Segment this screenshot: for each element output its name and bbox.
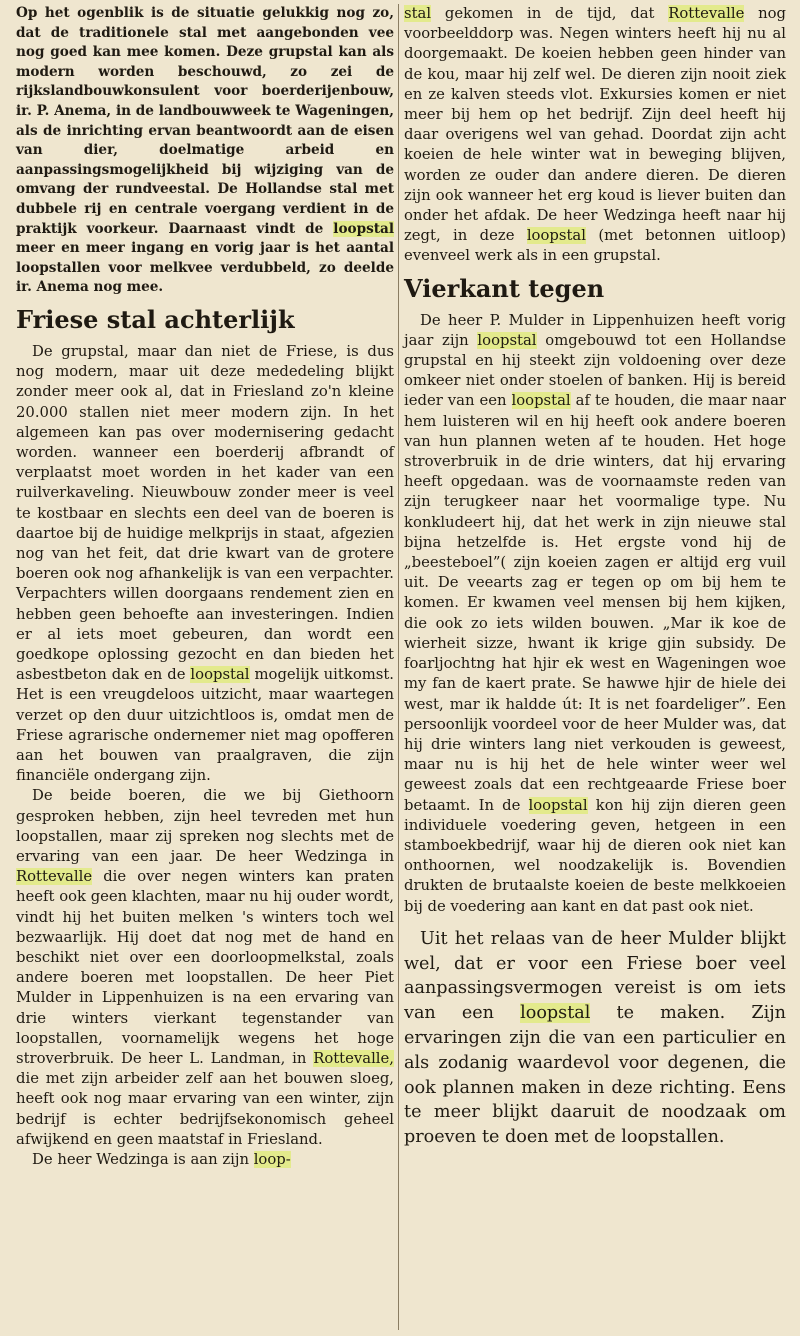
- paragraph-text: De heer Wedzinga is aan zijn: [32, 1151, 254, 1169]
- intro-text-2: meer en meer ingang en vorig jaar is het aantal loopstallen voor melkvee verdubbeld, zo deelde ir. Anema nog mee.: [16, 240, 394, 296]
- highlighted-term: loopstal: [520, 1003, 591, 1024]
- paragraph-text: omgebouwd tot een Hollandse grupstal en hij steekt zijn voldoening over deze omkeer niet onder stoelen of banken. Hij is bereid ieder van een: [404, 331, 786, 410]
- section-heading-vierkant-tegen: Vierkant tegen: [404, 273, 605, 303]
- paragraph-text: gekomen in de tijd, dat: [431, 5, 669, 22]
- paragraph-grupstal: [16, 342, 394, 786]
- highlighted-term: stal: [404, 5, 432, 22]
- paragraph-beide-boeren: [16, 786, 394, 1150]
- paragraph-text: die met zijn arbeider zelf aan het bouwen sloeg, heeft ook nog maar ervaring van een winter, zijn bedrijf is echter bedrijfsekonomisch geheel afwijkend en geen maatstaf in Friesland.: [16, 1070, 394, 1148]
- section-heading-friese-stal: Friese stal achterlijk: [16, 304, 295, 334]
- highlighted-term: loopstal: [526, 227, 586, 245]
- highlighted-term: loopstal: [511, 392, 571, 410]
- left-column: [16, 4, 394, 1170]
- highlighted-term: Rottevalle: [16, 868, 93, 886]
- paragraph-text: nog voorbeelddorp was. Negen winters heeft hij nu al doorgemaakt. De koeien hebben geen hinder van de kou, maar hij zelf wel. De dieren zijn nooit ziek en ze kalven steeds vlot. Exkursies komen er niet meer bij hem op het bedrijf. Zijn deel heeft hij daar overigens wel van gehad. Doordat zijn acht koeien de hele winter wat in beweging blijven, worden ze ouder dan andere dieren. De dieren zijn ook wanneer het erg koud is liever buiten dan onder het afdak. De heer Wedzinga heeft naar hij zegt, in deze: [404, 5, 786, 245]
- highlighted-term: loopstal: [528, 796, 588, 814]
- right-column: [404, 4, 786, 1150]
- paragraph-text: die over negen winters kan praten heeft ook geen klachten, maar nu hij ouder wordt, vindt hij het buiten melken 's winters toch wel bezwaarlijk. Hij doet dat nog met de hand en beschikt niet over een doorloopmelkstal, zoals andere boeren met loopstallen. De heer Piet Mulder in Lippenhuizen is na een ervaring van drie winters vierkant tegenstander van loopstallen, voornamelijk wegens het hoge stroverbruik. De heer L. Landman, in: [16, 868, 394, 1068]
- intro-text-1: Op het ogenblik is de situatie gelukkig nog zo, dat de traditionele stal met aangebonden vee nog goed kan mee komen. Deze grupstal kan als modern worden beschouwd, zo zei de rijkslandbouwkonsulent voor boerderijenbouw, ir. P. Anema, in de landbouwweek te Wageningen, als de inrichting ervan beantwoordt aan de eisen van dier, doelmatige arbeid en aanpassingsmogelijkheid bij wijziging van de omvang der rundveestal. De Hollandse stal met dubbele rij en centrale voergang verdient in de praktijk voorkeur. Daarnaast vindt de: [16, 5, 394, 237]
- paragraph-text: af te houden, die maar naar hem luisteren wil en hij heeft ook andere boeren van hun plannen weten af te houden. Het hoge stroverbruik in de drie winters, dat hij ervaring heeft opgedaan. was de voornaamste reden van zijn terugkeer naar het voormalige type. Nu konkludeert hij, dat het werk in zijn nieuwe stal bijna hetzelfde is. Het ergste vond hij de „beesteboel”( zijn koeien zagen er altijd erg vuil uit. De veearts zag er tegen op om bij hem te komen. Er kwamen veel mensen bij hem kijken, die ook zo iets wilden bouwen. „Mar ik koe de wierheit sizze, hwant ik krige gjin subsidy. De foarljochtng hat hjir ek west en Wageningen woe my fan de kaert prate. Se hawwe hjir de hiele dei west, mar ik haldde út: It is net foardeliger”. Een persoonlijk voordeel voor de heer Mulder was, dat hij drie winters lang niet verkouden is geweest, maar nu is hij het de hele winter weer wel geweest zoals dat een rechtgeaarde Friese boer betaamt. In de: [404, 392, 787, 814]
- paragraph-text: kon hij zijn dieren geen individuele voedering geven, hetgeen in een stamboekbedrijf, waar hij de dieren ook niet kan onthoornen, wel noodzakelijk is. Bovendien drukten de brutaalste koeien de beste melkkoeien bij de voedering aan kant en dat past ook niet.: [404, 796, 786, 915]
- paragraph-text: De beide boeren, die we bij Giethoorn gesproken hebben, zijn heel tevreden met hun loopstallen, maar zij spreken nog slechts met de ervaring van een jaar. De heer Wedzinga in: [16, 787, 394, 865]
- paragraph-text: De grupstal, maar dan niet de Friese, is dus nog modern, maar uit deze mededeling blijkt zonder meer ook al, dat in Friesland zo'n kleine 20.000 stallen niet meer modern zijn. In het algemeen kan pas over modernisering gedacht worden. wanneer een boerderij afbrandt of verplaatst moet worden in het kader van een ruilverkaveling. Nieuwbouw zonder meer is veel te kostbaar en slechts een deel van de boeren is daartoe bij de huidige melkprijs in staat, afgezien nog van het feit, dat drie kwart van de grotere boeren ook nog afhankelijk is van een verpachter. Verpachters willen doorgaans rendement zien en hebben geen behoefte aan investeringen. Indien er al iets moet gebeuren, dan wordt een goedkope oplossing gezocht en dan bieden het asbestbeton dak en de: [16, 342, 394, 684]
- paragraph-text: mogelijk uitkomst. Het is een vreugdeloos uitzicht, maar waartegen verzet op den duur uitzichtloos is, omdat men de Friese agrarische ondernemer niet mag opofferen aan het bouwen van praalgraven, die zijn financiële ondergang zijn.: [16, 666, 395, 785]
- paragraph-text: De heer P. Mulder in Lippenhuizen heeft vorig jaar zijn: [404, 311, 786, 349]
- intro-paragraph: [16, 4, 394, 298]
- highlighted-term: loopstal: [333, 220, 394, 237]
- paragraph-mulder: [404, 311, 786, 917]
- highlighted-term: Rottevalle,: [313, 1050, 394, 1068]
- paragraph-wedzinga-start: [16, 1150, 394, 1170]
- paragraph-wedzinga-cont: [404, 4, 786, 267]
- paragraph-text: Uit het relaas van de heer Mulder blijkt wel, dat er voor een Friese boer veel aanpassingsvermogen vereist is om iets van een: [404, 928, 786, 1024]
- paragraph-text: (met betonnen uitloop) evenveel werk als in een grupstal.: [404, 227, 786, 265]
- highlighted-term: Rottevalle: [668, 5, 745, 22]
- paragraph-conclusion: [404, 927, 786, 1150]
- highlighted-term: loopstal: [190, 666, 250, 684]
- column-divider: [398, 4, 399, 1330]
- highlighted-term: loopstal: [477, 331, 537, 349]
- highlighted-term: loop-: [253, 1151, 291, 1169]
- paragraph-text: te maken. Zijn ervaringen zijn die van een particulier en als zodanig waardevol voor degenen, die ook plannen maken in deze richting. Eens te meer blijkt daaruit de noodzaak om proeven te doen met de loopstallen.: [404, 1003, 786, 1148]
